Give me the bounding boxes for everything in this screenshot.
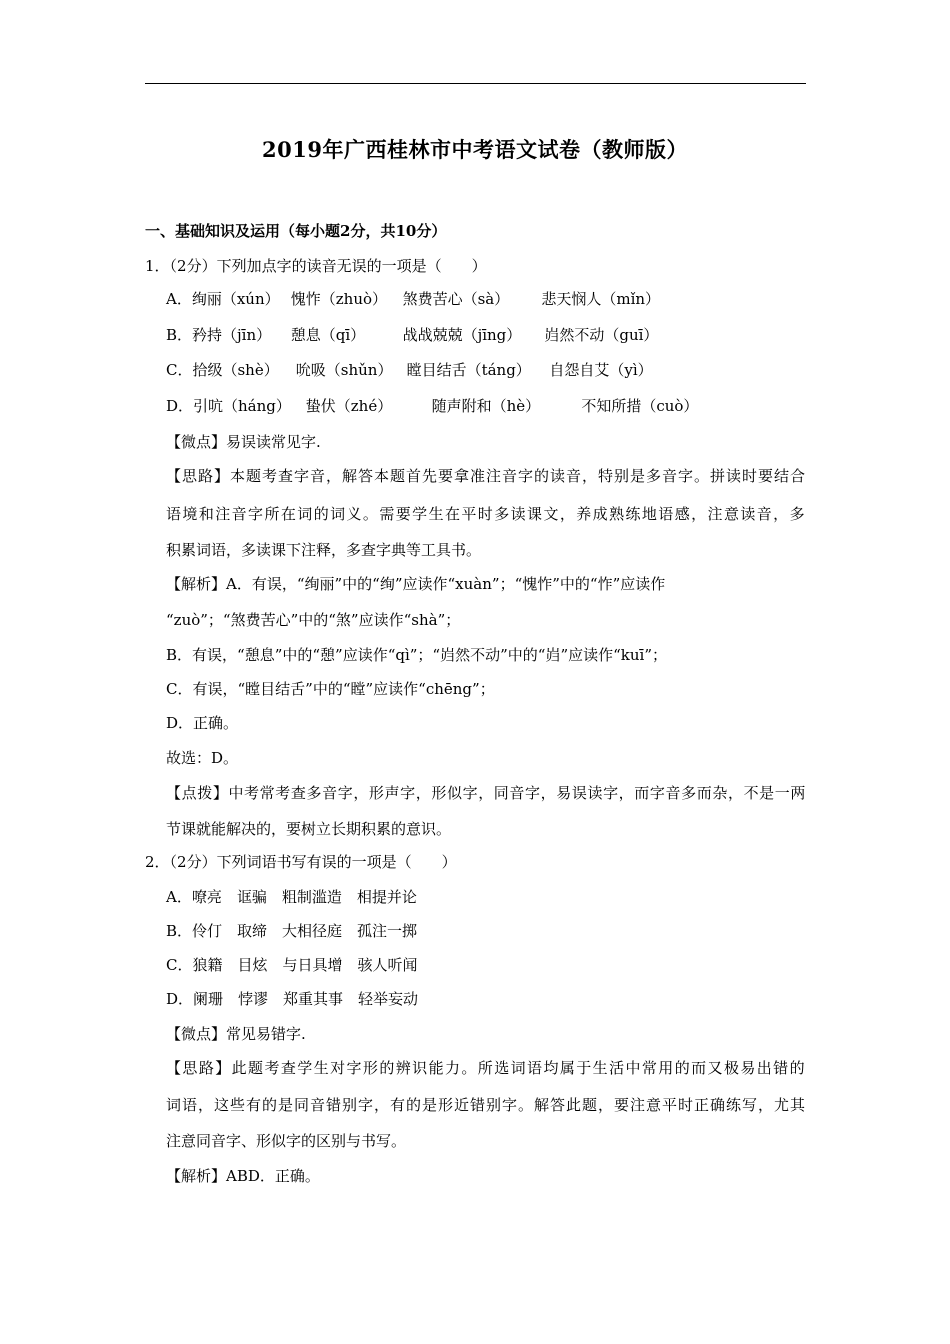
q1-d-item: 不知所措（cuò） — [581, 397, 699, 415]
q1-d-item: D．引吭（háng） — [166, 397, 291, 415]
q1-jiexi-line: 【解析】A．有误，“绚丽”中的“绚”应读作“xuàn”；“愧怍”中的“怍”应读作 — [166, 575, 666, 593]
page-title: 2019年广西桂林市中考语文试卷（教师版） — [262, 137, 688, 162]
q2-jiexi: 【解析】ABD．正确。 — [166, 1167, 320, 1185]
q1-a-item: 愧怍（zhuò） — [290, 290, 388, 308]
q1-dianbo-line: 【点拨】中考常考查多音字，形声字，形似字，同音字，易误读字，而字音多而杂，不是一两 — [166, 784, 807, 802]
q1-b-item: B．矜持（jīn） — [166, 326, 272, 344]
q1-c-item: 自怨自艾（yì） — [549, 361, 653, 379]
q1-c-item: 吮吸（shǔn） — [295, 361, 393, 379]
q2-silu-line: 【思路】此题考查学生对字形的辨识能力。所选词语均属于生活中常用的而又极易出错的 — [166, 1059, 807, 1077]
q1-jiexi-line: C．有误，“瞠目结舌”中的“瞠”应读作“chēng”； — [166, 680, 495, 698]
q1-option-a — [166, 289, 660, 309]
q1-stem: 1．（2分）下列加点字的读音无误的一项是（ ） — [145, 257, 487, 275]
q1-silu-line: 积累词语，多读课下注释，多查字典等工具书。 — [166, 541, 482, 559]
q1-b-item: 岿然不动（guī） — [544, 326, 659, 344]
q1-option-d — [166, 396, 698, 416]
q2-option-c: C．狼籍 目炫 与日具增 骇人听闻 — [166, 956, 418, 974]
q1-option-b — [166, 325, 658, 345]
header-rule — [145, 83, 806, 84]
q1-weidian: 【微点】易误读常见字. — [166, 433, 321, 451]
q2-stem: 2．（2分）下列词语书写有误的一项是（ ） — [145, 853, 457, 871]
q2-option-a: A．嘹亮 诓骗 粗制滥造 相提并论 — [166, 888, 417, 906]
q1-c-item: 瞠目结舌（táng） — [406, 361, 531, 379]
section-heading: 一、基础知识及运用（每小题2分，共10分） — [145, 222, 447, 240]
q1-jiexi-line: “zuò”；“煞费苦心”中的“煞”应读作“shà”； — [166, 611, 461, 629]
q2-weidian: 【微点】常见易错字. — [166, 1025, 306, 1043]
q1-jiexi-line: 故选：D。 — [166, 749, 239, 767]
q1-silu-line: 语境和注音字所在词的词义。需要学生在平时多读课文，养成熟练地语感，注意读音，多 — [166, 505, 807, 523]
q1-d-item: 随声附和（hè） — [431, 397, 541, 415]
q1-silu-line: 【思路】本题考查字音，解答本题首先要拿准注音字的读音，特别是多音字。拼读时要结合 — [166, 467, 807, 485]
q1-option-c — [166, 360, 653, 380]
q2-silu-line: 词语，这些有的是同音错别字，有的是形近错别字。解答此题，要注意平时正确练写，尤其 — [166, 1096, 807, 1114]
q1-jiexi-line: B．有误，“憩息”中的“憩”应读作“qì”；“岿然不动”中的“岿”应读作“kuī”； — [166, 646, 667, 664]
q1-d-item: 蛰伏（zhé） — [305, 397, 393, 415]
q1-b-item: 战战兢兢（jīng） — [402, 326, 522, 344]
q1-jiexi-line: D．正确。 — [166, 714, 239, 732]
q1-b-item: 憩息（qī） — [290, 326, 366, 344]
q1-a-item: 悲天悯人（mǐn） — [541, 290, 661, 308]
q2-option-d: D．阑珊 悖谬 郑重其事 轻举妄动 — [166, 990, 419, 1008]
q1-a-item: A．绚丽（xún） — [166, 290, 280, 308]
q1-c-item: C．拾级（shè） — [166, 361, 279, 379]
q2-silu-line: 注意同音字、形似字的区别与书写。 — [166, 1132, 407, 1150]
q1-a-item: 煞费苦心（sà） — [402, 290, 510, 308]
q1-dianbo-line: 节课就能解决的，要树立长期积累的意识。 — [166, 820, 452, 838]
q2-option-b: B．伶仃 取缔 大相径庭 孤注一掷 — [166, 922, 418, 940]
